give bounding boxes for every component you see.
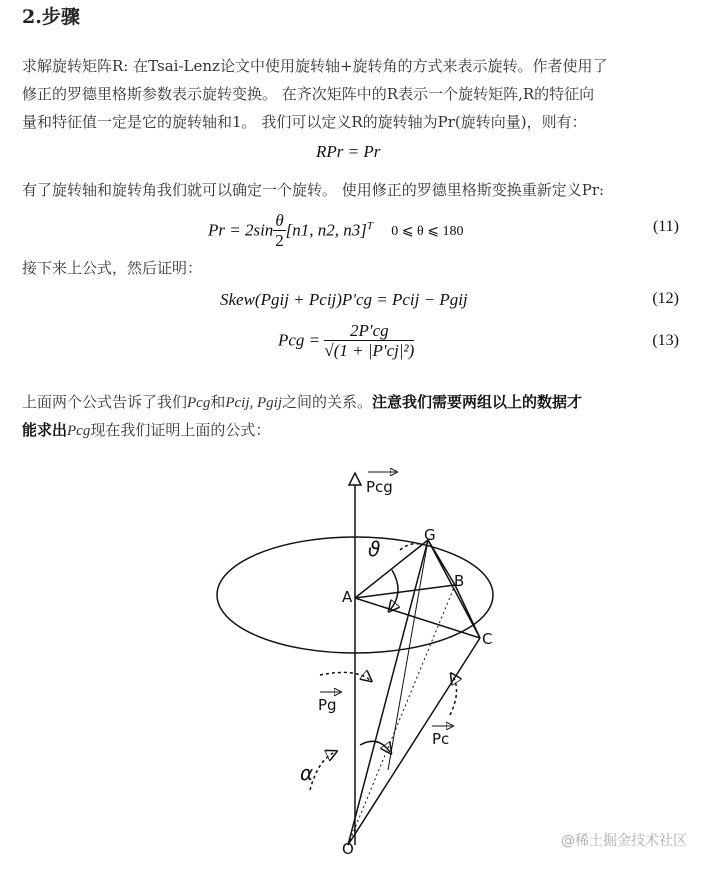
eq13-fraction xyxy=(324,322,414,361)
label-pcg: Pcg xyxy=(366,478,393,496)
text-fragment: 上面两个公式告诉了我们 xyxy=(22,393,188,411)
eq11-sup: T xyxy=(366,219,374,232)
eq11-frac-top: θ xyxy=(275,211,284,230)
text-fragment: 之间的关系。 xyxy=(282,393,373,411)
eq11-rhs: [n1, n2, n3] xyxy=(285,220,367,240)
text-line: 修正的罗德里格斯参数表示旋转变换。 在齐次矩阵中的R表示一个旋转矩阵,R的特征向 xyxy=(22,85,595,103)
math-inline: Pcij, Pgij xyxy=(225,395,283,411)
label-o: O xyxy=(342,840,354,858)
arc-alpha xyxy=(310,752,335,790)
axis-arrow xyxy=(349,473,361,485)
eq12-number: (12) xyxy=(652,290,679,307)
label-g: G xyxy=(424,526,436,544)
paragraph-next xyxy=(22,254,690,282)
diagram-geometry xyxy=(217,472,493,845)
paragraph-relation xyxy=(22,388,690,444)
text-fragment: 现在我们证明上面的公式： xyxy=(90,421,271,439)
text-line: 接下来上公式，然后证明： xyxy=(22,259,203,277)
eq11-number: (11) xyxy=(652,218,679,235)
eq13-lhs: Pcg = xyxy=(278,330,321,350)
math-inline: Pcg xyxy=(187,395,211,411)
label-alpha: α xyxy=(300,761,314,785)
text-line: 量和特征值一定是它的旋转轴和1。 我们可以定义R的旋转轴为Pr(旋转向量)，则有： xyxy=(22,113,587,131)
angle-arc-a xyxy=(390,570,398,610)
label-c: C xyxy=(482,630,493,648)
label-theta: ϑ xyxy=(368,537,381,561)
text-line: 有了旋转轴和旋转角我们就可以确定一个旋转。 使用修正的罗德里格斯变换重新定义Pr: xyxy=(22,181,605,199)
text-line: 求解旋转矩阵R: 在Tsai-Lenz论文中使用旋转轴+旋转角的方式来表示旋转。作者使用了 xyxy=(22,57,608,75)
label-pc: Pc xyxy=(432,730,450,748)
eq11-lhs: Pr = 2sin xyxy=(208,220,274,240)
eq13-frac-top: 2P'cg xyxy=(324,322,414,341)
eq11-fraction xyxy=(273,212,285,251)
text-fragment: 和 xyxy=(210,393,226,411)
emphasis-text: 注意我们需要两组以上的数据才 xyxy=(372,393,583,411)
equation-rpr-text: RPr = Pr xyxy=(316,142,381,161)
label-b: B xyxy=(454,572,465,590)
eq11-condition: 0 ⩽ θ ⩽ 180 xyxy=(391,224,464,240)
math-inline: Pcg xyxy=(67,423,91,439)
label-a: A xyxy=(342,588,353,606)
paragraph-rotation xyxy=(22,176,690,204)
eq13-frac-bot: √(1 + |P'cj|²) xyxy=(324,341,415,360)
eq12-text: Skew(Pgij + Pcij)P'cg = Pcij − Pgij xyxy=(220,290,468,309)
equation-11 xyxy=(0,206,711,250)
emphasis-text: 能求出 xyxy=(22,421,68,439)
watermark: @稀土掘金技术社区 xyxy=(561,833,687,849)
rotation-diagram xyxy=(200,460,510,860)
label-pg: Pg xyxy=(318,696,337,714)
line-og xyxy=(348,540,428,845)
arc-pg xyxy=(320,672,370,680)
paragraph-intro xyxy=(22,52,690,136)
line-ob xyxy=(348,585,455,845)
section-heading: 2.步骤 xyxy=(22,6,80,28)
eq11-frac-bot: 2 xyxy=(275,231,284,250)
eq13-number: (13) xyxy=(652,332,679,349)
diagram-labels xyxy=(300,478,492,858)
equation-13 xyxy=(0,316,711,372)
